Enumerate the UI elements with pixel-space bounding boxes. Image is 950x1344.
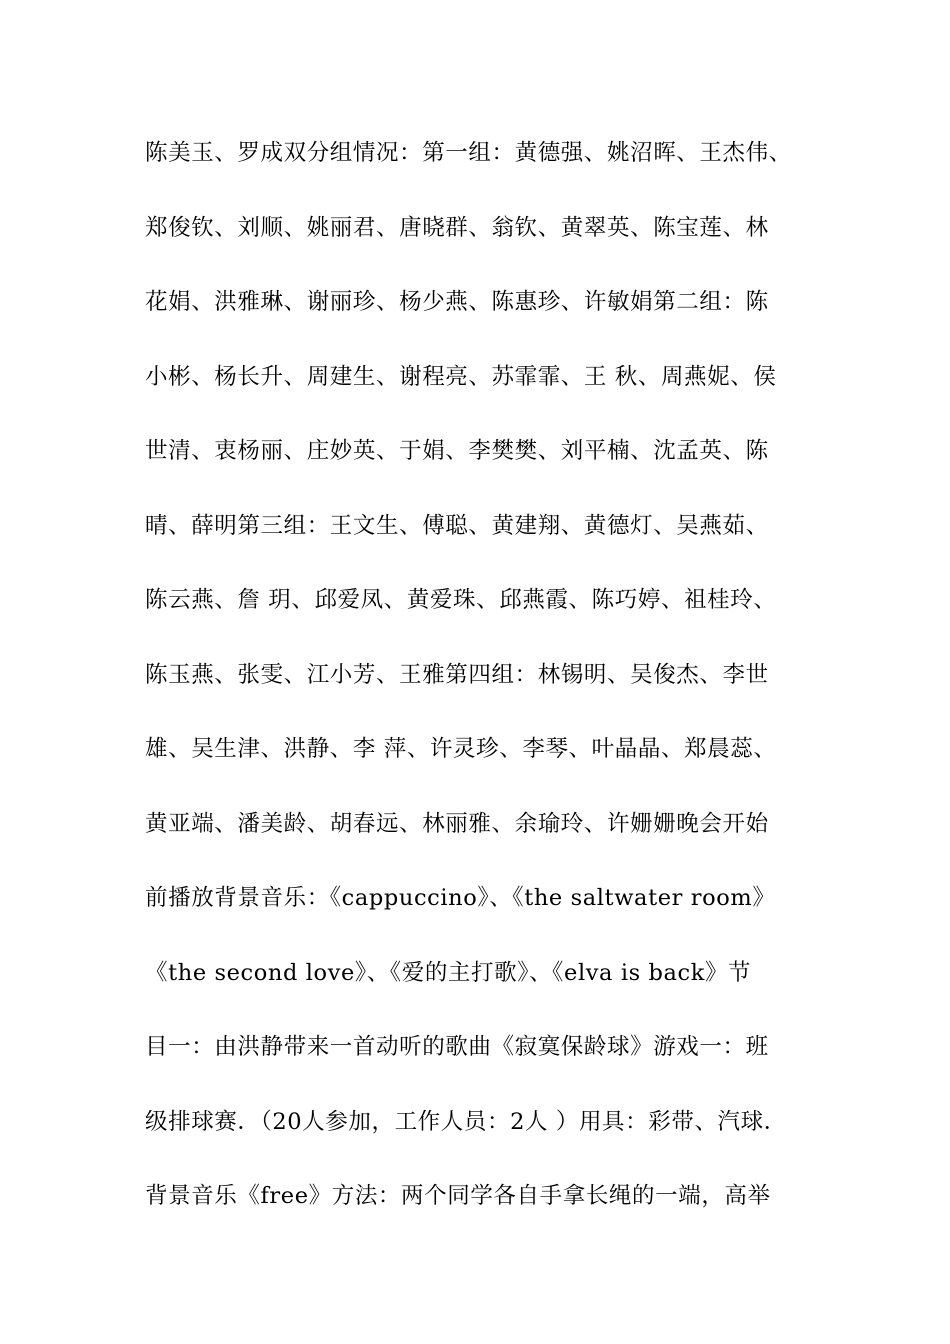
text-line: 雄、吴生津、洪静、李 萍、许灵珍、李琴、叶晶晶、郑晨蕊、 xyxy=(145,736,777,762)
text-line: 背景音乐《free》方法：两个同学各自手拿长绳的一端，高举 xyxy=(145,1183,771,1209)
body-text xyxy=(145,124,835,1242)
text-line: 陈美玉、罗成双分组情况：第一组：黄德强、姚沼晖、王杰伟、 xyxy=(145,140,792,166)
text-line: 《the second love》、《爱的主打歌》、《elva is back》节 xyxy=(145,959,752,986)
text-line: 陈玉燕、张雯、江小芳、王雅第四组：林锡明、吴俊杰、李世 xyxy=(145,661,769,688)
text-line: 晴、薛明第三组：王文生、傅聪、黄建翔、黄德灯、吴燕茹、 xyxy=(145,512,769,539)
text-line: 花娟、洪雅琳、谢丽珍、杨少燕、陈惠珍、许敏娟第二组：陈 xyxy=(145,289,769,315)
text-line: 前播放背景音乐：《cappuccino》、《the saltwater room》 xyxy=(145,885,776,911)
text-line: 小彬、杨长升、周建生、谢程亮、苏霏霏、王 秋、周燕妮、侯 xyxy=(145,363,777,390)
text-line: 陈云燕、詹 玥、邱爱凤、黄爱珠、邱燕霞、陈巧婷、祖桂玲、 xyxy=(145,587,777,613)
text-line: 目一：由洪静带来一首动听的歌曲《寂寞保龄球》游戏一：班 xyxy=(145,1034,769,1060)
text-line: 世清、衷杨丽、庄妙英、于娟、李樊樊、刘平楠、沈孟英、陈 xyxy=(145,438,769,464)
text-line: 级排球赛．（20人参加，工作人员：2人 ）用具：彩带、汽球． xyxy=(145,1108,787,1135)
text-line: 黄亚端、潘美龄、胡春远、林丽雅、余瑜玲、许姗姗晚会开始 xyxy=(145,810,769,837)
text-line: 郑俊钦、刘顺、姚丽君、唐晓群、翁钦、黄翠英、陈宝莲、林 xyxy=(145,214,769,241)
